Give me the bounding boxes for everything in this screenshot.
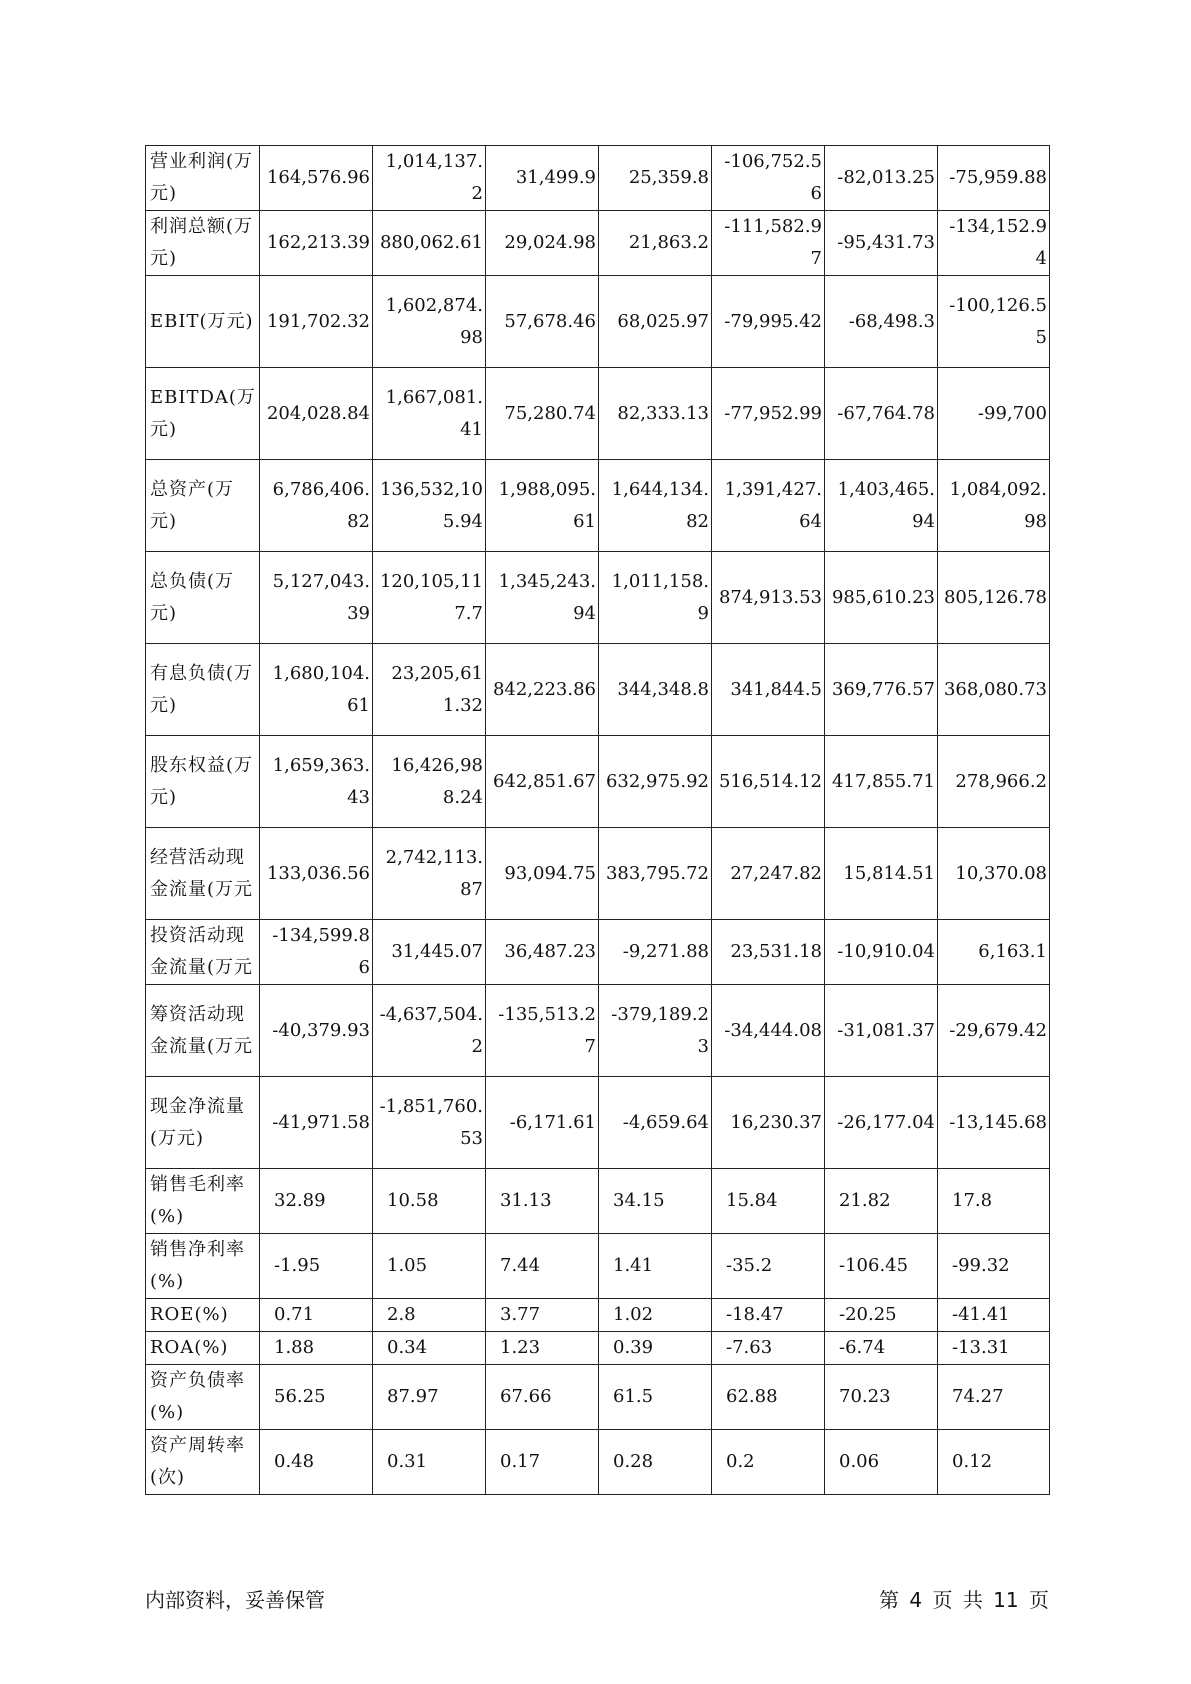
table-cell: -4,637,504.2 [373, 985, 486, 1077]
table-cell: 34.15 [599, 1169, 712, 1234]
row-label: 资产负债率(%) [146, 1365, 260, 1430]
table-cell: -20.25 [825, 1299, 938, 1332]
table-cell: 16,230.37 [712, 1077, 825, 1169]
table-cell: -35.2 [712, 1234, 825, 1299]
table-row [146, 985, 1050, 1077]
table-cell: -40,379.93 [260, 985, 373, 1077]
table-cell: 368,080.73 [938, 644, 1050, 736]
table-row [146, 368, 1050, 460]
table-cell: 0.06 [825, 1430, 938, 1495]
row-label: 营业利润(万元) [146, 146, 260, 211]
table-row [146, 552, 1050, 644]
table-cell: 1,667,081.41 [373, 368, 486, 460]
table-cell: -134,152.94 [938, 211, 1050, 276]
table-cell: -68,498.3 [825, 276, 938, 368]
table-cell: 25,359.8 [599, 146, 712, 211]
table-row [146, 736, 1050, 828]
table-cell: -41.41 [938, 1299, 1050, 1332]
table-cell: 17.8 [938, 1169, 1050, 1234]
table-cell: 1,014,137.2 [373, 146, 486, 211]
row-label: 有息负债(万元) [146, 644, 260, 736]
table-cell: 29,024.98 [486, 211, 599, 276]
table-cell: -135,513.27 [486, 985, 599, 1077]
table-cell: -6.74 [825, 1332, 938, 1365]
table-cell: 62.88 [712, 1365, 825, 1430]
row-label: 总负债(万元) [146, 552, 260, 644]
table-cell: 341,844.5 [712, 644, 825, 736]
table-cell: 27,247.82 [712, 828, 825, 920]
table-cell: -13,145.68 [938, 1077, 1050, 1169]
table-cell: -10,910.04 [825, 920, 938, 985]
table-cell: 32.89 [260, 1169, 373, 1234]
table-cell: 6,163.1 [938, 920, 1050, 985]
table-cell: 10.58 [373, 1169, 486, 1234]
table-cell: 1,680,104.61 [260, 644, 373, 736]
table-row [146, 1332, 1050, 1365]
table-row [146, 828, 1050, 920]
table-cell: -82,013.25 [825, 146, 938, 211]
row-label: 筹资活动现金流量(万元 [146, 985, 260, 1077]
row-label: EBIT(万元) [146, 276, 260, 368]
table-cell: -29,679.42 [938, 985, 1050, 1077]
table-cell: 3.77 [486, 1299, 599, 1332]
table-cell: 632,975.92 [599, 736, 712, 828]
table-cell: 0.28 [599, 1430, 712, 1495]
table-cell: -379,189.23 [599, 985, 712, 1077]
table-row [146, 920, 1050, 985]
table-cell: 1.23 [486, 1332, 599, 1365]
table-cell: -4,659.64 [599, 1077, 712, 1169]
table-cell: 120,105,117.7 [373, 552, 486, 644]
table-cell: 842,223.86 [486, 644, 599, 736]
row-label: ROA(%) [146, 1332, 260, 1365]
table-cell: -100,126.55 [938, 276, 1050, 368]
table-cell: -95,431.73 [825, 211, 938, 276]
table-cell: 74.27 [938, 1365, 1050, 1430]
table-row [146, 276, 1050, 368]
table-cell: 1.88 [260, 1332, 373, 1365]
table-cell: 7.44 [486, 1234, 599, 1299]
table-cell: 1,084,092.98 [938, 460, 1050, 552]
table-row [146, 1365, 1050, 1430]
row-label: 资产周转率(次) [146, 1430, 260, 1495]
table-cell: 68,025.97 [599, 276, 712, 368]
row-label: 投资活动现金流量(万元 [146, 920, 260, 985]
table-cell: 880,062.61 [373, 211, 486, 276]
table-cell: 1,644,134.82 [599, 460, 712, 552]
table-cell: 70.23 [825, 1365, 938, 1430]
table-cell: 56.25 [260, 1365, 373, 1430]
table-cell: 164,576.96 [260, 146, 373, 211]
table-cell: 23,531.18 [712, 920, 825, 985]
table-cell: -75,959.88 [938, 146, 1050, 211]
table-cell: 1,602,874.98 [373, 276, 486, 368]
row-label: EBITDA(万元) [146, 368, 260, 460]
table-cell: -1,851,760.53 [373, 1077, 486, 1169]
table-row [146, 1077, 1050, 1169]
table-cell: 383,795.72 [599, 828, 712, 920]
table-cell: 67.66 [486, 1365, 599, 1430]
table-cell: 642,851.67 [486, 736, 599, 828]
table-cell: 417,855.71 [825, 736, 938, 828]
table-cell: 369,776.57 [825, 644, 938, 736]
row-label: 总资产(万元) [146, 460, 260, 552]
table-cell: -77,952.99 [712, 368, 825, 460]
table-cell: 31,499.9 [486, 146, 599, 211]
table-cell: 136,532,105.94 [373, 460, 486, 552]
table-cell: -134,599.86 [260, 920, 373, 985]
row-label: 股东权益(万元) [146, 736, 260, 828]
table-cell: 516,514.12 [712, 736, 825, 828]
table-cell: 16,426,988.24 [373, 736, 486, 828]
table-cell: -106,752.56 [712, 146, 825, 211]
table-row [146, 1234, 1050, 1299]
table-cell: -13.31 [938, 1332, 1050, 1365]
table-cell: 0.71 [260, 1299, 373, 1332]
table-cell: 0.39 [599, 1332, 712, 1365]
table-cell: 15,814.51 [825, 828, 938, 920]
table-cell: -111,582.97 [712, 211, 825, 276]
table-cell: 10,370.08 [938, 828, 1050, 920]
table-row [146, 644, 1050, 736]
table-cell: -6,171.61 [486, 1077, 599, 1169]
table-cell: 0.2 [712, 1430, 825, 1495]
table-cell: 344,348.8 [599, 644, 712, 736]
table-cell: 57,678.46 [486, 276, 599, 368]
page-number: 第 4 页 共 11 页 [879, 1588, 1049, 1612]
table-cell: 5,127,043.39 [260, 552, 373, 644]
table-cell: -18.47 [712, 1299, 825, 1332]
table-cell: 191,702.32 [260, 276, 373, 368]
table-cell: 1,988,095.61 [486, 460, 599, 552]
table-cell: -67,764.78 [825, 368, 938, 460]
table-cell: -41,971.58 [260, 1077, 373, 1169]
table-cell: 0.31 [373, 1430, 486, 1495]
table-cell: 0.17 [486, 1430, 599, 1495]
table-cell: 0.48 [260, 1430, 373, 1495]
table-cell: 1.05 [373, 1234, 486, 1299]
row-label: 现金净流量(万元) [146, 1077, 260, 1169]
table-cell: 985,610.23 [825, 552, 938, 644]
table-cell: -1.95 [260, 1234, 373, 1299]
table-row [146, 211, 1050, 276]
table-cell: -99.32 [938, 1234, 1050, 1299]
table-cell: 21.82 [825, 1169, 938, 1234]
table-row [146, 1430, 1050, 1495]
table-cell: 93,094.75 [486, 828, 599, 920]
table-cell: 805,126.78 [938, 552, 1050, 644]
table-cell: 2.8 [373, 1299, 486, 1332]
table-row [146, 146, 1050, 211]
table-cell: 204,028.84 [260, 368, 373, 460]
table-cell: 21,863.2 [599, 211, 712, 276]
table-cell: 162,213.39 [260, 211, 373, 276]
table-cell: -99,700 [938, 368, 1050, 460]
row-label: 销售毛利率(%) [146, 1169, 260, 1234]
table-cell: 31.13 [486, 1169, 599, 1234]
table-row [146, 1299, 1050, 1332]
table-cell: 133,036.56 [260, 828, 373, 920]
table-cell: 1.41 [599, 1234, 712, 1299]
table-cell: 1,391,427.64 [712, 460, 825, 552]
row-label: 销售净利率(%) [146, 1234, 260, 1299]
row-label: 经营活动现金流量(万元 [146, 828, 260, 920]
table-cell: 75,280.74 [486, 368, 599, 460]
table-cell: 87.97 [373, 1365, 486, 1430]
table-cell: -34,444.08 [712, 985, 825, 1077]
table-cell: 0.12 [938, 1430, 1050, 1495]
table-cell: 1,659,363.43 [260, 736, 373, 828]
table-cell: -31,081.37 [825, 985, 938, 1077]
table-cell: 874,913.53 [712, 552, 825, 644]
table-cell: 15.84 [712, 1169, 825, 1234]
table-cell: 0.34 [373, 1332, 486, 1365]
row-label: 利润总额(万元) [146, 211, 260, 276]
table-row [146, 460, 1050, 552]
financial-data-table [145, 145, 1050, 1495]
table-cell: 36,487.23 [486, 920, 599, 985]
table-cell: 23,205,611.32 [373, 644, 486, 736]
table-cell: 31,445.07 [373, 920, 486, 985]
table-cell: -79,995.42 [712, 276, 825, 368]
table-cell: -106.45 [825, 1234, 938, 1299]
table-cell: -9,271.88 [599, 920, 712, 985]
table-cell: 6,786,406.82 [260, 460, 373, 552]
table-cell: 61.5 [599, 1365, 712, 1430]
table-cell: 278,966.2 [938, 736, 1050, 828]
table-cell: -7.63 [712, 1332, 825, 1365]
table-cell: 1,011,158.9 [599, 552, 712, 644]
table-cell: 82,333.13 [599, 368, 712, 460]
table-cell: 1,403,465.94 [825, 460, 938, 552]
table-cell: -26,177.04 [825, 1077, 938, 1169]
table-cell: 2,742,113.87 [373, 828, 486, 920]
row-label: ROE(%) [146, 1299, 260, 1332]
table-cell: 1,345,243.94 [486, 552, 599, 644]
table-row [146, 1169, 1050, 1234]
table-body [146, 146, 1050, 1495]
confidential-notice: 内部资料，妥善保管 [145, 1588, 325, 1612]
table-cell: 1.02 [599, 1299, 712, 1332]
